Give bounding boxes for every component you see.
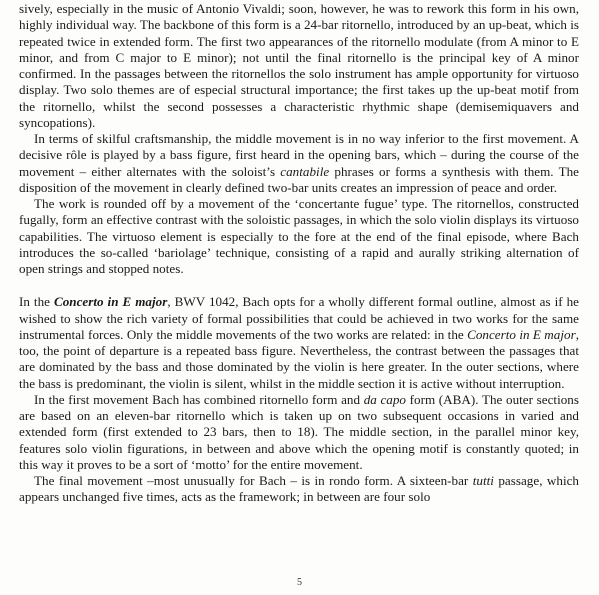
italic-term: tutti bbox=[472, 473, 494, 488]
text-run: In terms of skilful craftsmanship, the middle movement is in no way inferior to the first movement. A decisive rôle is played by a bass figure, first heard in the opening bars, which – during the course of the movement – either alternates with the soloist’s bbox=[19, 131, 579, 179]
paragraph-final-movement bbox=[19, 473, 579, 506]
text-run: In the bbox=[19, 294, 54, 310]
paragraph-concertante-fugue bbox=[19, 196, 579, 277]
paragraph-ritornello-form bbox=[19, 1, 579, 131]
text-run: , too, the point of departure is a repeated bass figure. Nevertheless, the contrast between the passages that are dominated by the bass and those dominated by the violin is here greater. In the outer sections, where the bass is predominant, the violin is silent, whilst in the middle section it is active without interruption. bbox=[19, 326, 579, 391]
italic-term: da capo bbox=[363, 391, 406, 407]
italic-term: Concerto in E major bbox=[467, 326, 576, 342]
text-run: , BWV 1042, Bach opts for a wholly different formal outline, almost as if he wished to show the rich variety of formal possibilities that could be achieved in two works for the same instrumental forces. Only the middle movements of the two works are related: in the bbox=[19, 294, 579, 342]
text-run: In the first movement Bach has combined ritornello form and bbox=[34, 391, 364, 407]
text-run: phrases or forms a synthesis with them. The disposition of the movement in clearly defined two-bar units creates an impression of peace and order. bbox=[19, 163, 579, 195]
italic-term: cantabile bbox=[280, 163, 330, 179]
paragraph-middle-movement bbox=[19, 131, 579, 196]
page-number: 5 bbox=[297, 577, 302, 588]
text-run: The work is rounded off by a movement of the ‘concertante fugue’ type. The ritornellos, constructed fugally, form an effective contrast with the soloistic passages, in which the solo violin displays its virtuoso capabilities. The virtuoso element is especially to the fore at the end of the final episode, where Bach introduces the so-called ‘bariolage’ technique, consisting of a rapid and aurally striking alternation of open strings and stopped notes. bbox=[19, 196, 579, 276]
text-run: passage, which appears unchanged five times, acts as the framework; in between are four solo bbox=[19, 473, 580, 505]
paragraph-first-movement bbox=[19, 392, 579, 473]
text-run: sively, especially in the music of Antonio Vivaldi; soon, however, he was to rework this form in his own, highly individual way. The backbone of this form is a 24-bar ritornello, introduced by an up-beat, which is repeated twice in extended form. The first two appearances of the ritornello modulate (from A minor to E minor, and from C major to E minor); not until the final ritornello is the principal key of A minor confirmed. In the passages between the ritornellos the solo instrument has ample opportunity for virtuoso display. Two solo themes are of especial structural importance; the first takes up the up-beat motif from the ritornello, whilst the second possesses a characteristic rhythmic shape (demisemiquavers and syncopations). bbox=[19, 1, 579, 130]
emphasized-title: Concerto in E major bbox=[53, 294, 168, 310]
bold-title bbox=[54, 294, 167, 309]
text-run: The final movement –most unusually for Bach – is in rondo form. A sixteen-bar bbox=[34, 473, 473, 488]
text-run: form (ABA). The outer sections are based on an eleven-bar ritornello which is taken up on two subsequent occasions in varied and extended form (first extended to 23 bars, then to 18). The middle section, in the parallel minor key, features solo violin figurations, in between and above which the opening motif is constantly quoted; in this way it proves to be a sort of ‘motto’ for the entire movement. bbox=[19, 391, 579, 472]
paragraph-concerto-e-major bbox=[19, 294, 579, 392]
